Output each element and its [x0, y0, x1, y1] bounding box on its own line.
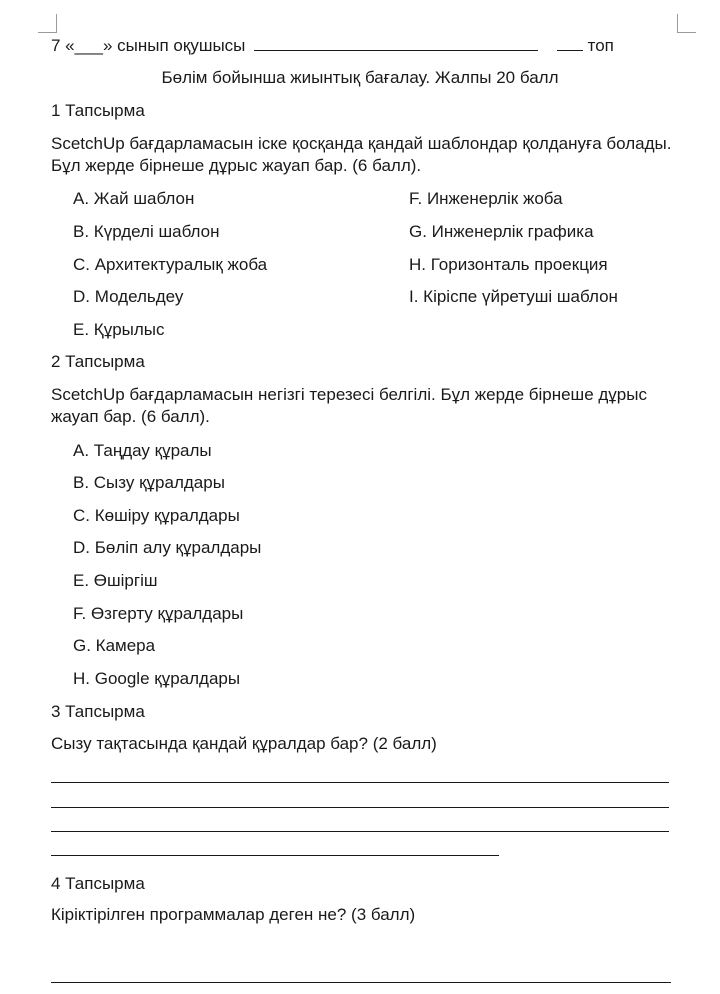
header-line: [51, 36, 614, 56]
group-blank: [557, 36, 583, 51]
task-2-option-b: B. Сызу құралдары: [73, 473, 225, 492]
task-2-option-d: D. Бөліп алу құралдары: [73, 538, 262, 557]
name-blank: [254, 36, 538, 51]
task-1-option-b: B. Күрделі шаблон: [73, 222, 220, 241]
task-2-option-a: A. Таңдау құралы: [73, 441, 212, 460]
answer-line[interactable]: [51, 782, 669, 783]
task-1-option-e: E. Құрылыс: [73, 320, 165, 339]
task-2-option-e: E. Өшіргіш: [73, 571, 158, 590]
class-field: 7 «___» сынып оқушысы: [51, 36, 246, 55]
answer-line[interactable]: [51, 807, 669, 808]
task-2-option-f: F. Өзгерту құралдары: [73, 604, 244, 623]
task-4-question: Кіріктірілген программалар деген не? (3 балл): [51, 905, 416, 924]
group-label: топ: [587, 36, 614, 55]
task-1-option-g: G. Инженерлік графика: [409, 222, 594, 241]
answer-line[interactable]: [51, 982, 671, 983]
task-2-option-g: G. Камера: [73, 636, 156, 655]
answer-line[interactable]: [51, 855, 499, 856]
task-1-option-a: A. Жай шаблон: [73, 189, 195, 208]
task-1-heading: 1 Тапсырма: [51, 101, 145, 120]
page-title: Бөлім бойынша жиынтық бағалау. Жалпы 20 балл: [161, 68, 559, 87]
task-2-option-h: H. Google құралдары: [73, 669, 241, 688]
task-1-option-h: H. Горизонталь проекция: [409, 255, 608, 274]
answer-line[interactable]: [51, 831, 669, 832]
task-2-question: ScetchUp бағдарламасын негізгі терезесі белгілі. Бұл жерде бірнеше дұрыс жауап бар. (6 балл).: [51, 385, 647, 426]
task-1-option-i: I. Кіріспе үйретуші шаблон: [409, 287, 618, 306]
task-2-option-c: C. Көшіру құралдары: [73, 506, 240, 525]
crop-mark-top-right: [677, 14, 696, 33]
task-1-option-d: D. Модельдеу: [73, 287, 184, 306]
task-1-option-c: C. Архитектуралық жоба: [73, 255, 268, 274]
task-1-question: ScetchUp бағдарламасын іске қосқанда қандай шаблондар қолдануға болады. Бұл жерде бірнеше дұрыс жауап бар. (6 балл).: [51, 134, 672, 175]
task-1-option-f: F. Инженерлік жоба: [409, 189, 563, 208]
task-3-question: Сызу тақтасында қандай құралдар бар? (2 балл): [51, 734, 437, 753]
crop-mark-top-left: [38, 14, 57, 33]
task-2-heading: 2 Тапсырма: [51, 352, 145, 371]
task-3-heading: 3 Тапсырма: [51, 702, 145, 721]
task-4-heading: 4 Тапсырма: [51, 874, 145, 893]
